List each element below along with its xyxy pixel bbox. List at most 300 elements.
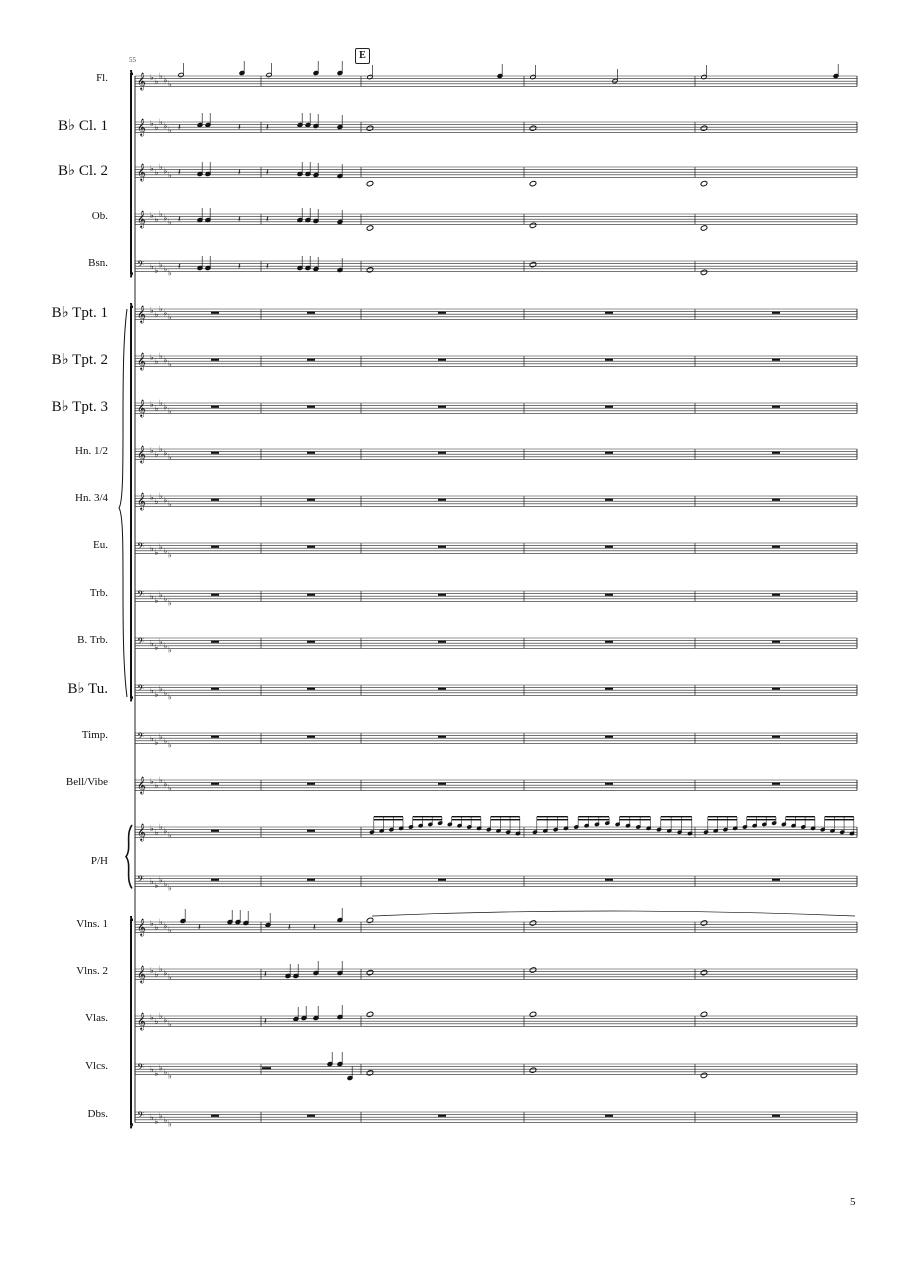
instrument-label: Dbs. xyxy=(87,1108,108,1120)
flat-icon: ♭ xyxy=(150,353,154,362)
instrument-label: Ob. xyxy=(91,210,108,222)
flat-icon: ♭ xyxy=(154,827,159,837)
staff xyxy=(135,823,857,841)
flat-icon: ♭ xyxy=(168,499,172,509)
whole-note xyxy=(366,225,374,231)
whole-rest-icon xyxy=(438,499,446,501)
bracket-icon xyxy=(131,916,133,1128)
flat-icon: ♭ xyxy=(159,162,163,172)
instrument-label: B♭ Tu. xyxy=(67,681,108,697)
flat-icon: ♭ xyxy=(163,826,168,836)
treble-clef-icon: 𝄞 xyxy=(137,492,146,510)
whole-rest-icon xyxy=(772,546,780,548)
whole-rest-icon xyxy=(307,594,315,596)
flat-icon: ♭ xyxy=(150,400,154,409)
whole-rest-icon xyxy=(605,359,613,361)
flat-icon: ♭ xyxy=(154,76,159,86)
flat-icon: ♭ xyxy=(159,209,163,219)
treble-clef-icon: 𝄞 xyxy=(137,965,146,983)
quarter-rest-icon: 𝄽 xyxy=(266,168,269,178)
staff xyxy=(135,731,857,749)
instrument-label: P/H xyxy=(90,855,108,867)
staff xyxy=(135,1012,857,1030)
beam xyxy=(374,816,403,817)
flat-icon: ♭ xyxy=(163,166,168,176)
flat-icon: ♭ xyxy=(154,737,159,747)
beam xyxy=(825,816,854,817)
flat-icon: ♭ xyxy=(159,260,163,270)
whole-rest-icon xyxy=(438,736,446,738)
whole-rest-icon xyxy=(605,783,613,785)
staff xyxy=(135,1110,857,1128)
flat-icon: ♭ xyxy=(168,452,172,462)
whole-rest-icon xyxy=(211,594,219,596)
page-number: 5 xyxy=(850,1196,856,1208)
beam xyxy=(578,819,609,820)
flat-icon: ♭ xyxy=(163,879,168,889)
quarter-rest-icon: 𝄽 xyxy=(264,970,267,980)
flat-icon: ♭ xyxy=(154,309,159,319)
whole-note xyxy=(529,1011,537,1017)
whole-rest-icon xyxy=(605,406,613,408)
flat-icon: ♭ xyxy=(150,1013,154,1022)
whole-rest-icon xyxy=(307,359,315,361)
whole-note xyxy=(529,125,537,131)
quarter-rest-icon: 𝄽 xyxy=(264,1017,267,1027)
beam xyxy=(578,816,609,817)
whole-rest-icon xyxy=(307,783,315,785)
beam xyxy=(537,816,568,817)
treble-clef-icon: 𝄞 xyxy=(137,163,146,181)
instrument-label: Vlas. xyxy=(85,1012,108,1024)
whole-rest-icon xyxy=(772,594,780,596)
flat-icon: ♭ xyxy=(154,922,159,932)
treble-clef-icon: 𝄞 xyxy=(137,399,146,417)
flat-icon: ♭ xyxy=(150,1112,154,1122)
whole-rest-icon xyxy=(605,736,613,738)
whole-note xyxy=(700,1072,708,1078)
flat-icon: ♭ xyxy=(168,217,172,227)
flat-icon: ♭ xyxy=(150,966,154,975)
flat-icon: ♭ xyxy=(150,591,154,601)
flat-icon: ♭ xyxy=(154,689,159,699)
whole-rest-icon xyxy=(211,736,219,738)
instrument-label: Vlcs. xyxy=(85,1060,108,1072)
bass-clef-icon: 𝄢 xyxy=(137,874,145,887)
flat-icon: ♭ xyxy=(159,1111,163,1121)
flat-icon: ♭ xyxy=(154,403,159,413)
flat-icon: ♭ xyxy=(159,822,163,832)
quarter-rest-icon: 𝄽 xyxy=(178,215,181,225)
whole-note xyxy=(700,125,708,131)
flat-icon: ♭ xyxy=(150,543,154,553)
beam xyxy=(825,819,854,820)
flat-icon: ♭ xyxy=(159,917,163,927)
whole-rest-icon xyxy=(211,830,219,832)
whole-rest-icon xyxy=(605,546,613,548)
staff xyxy=(135,399,857,417)
treble-clef-icon: 𝄞 xyxy=(137,72,146,90)
whole-note xyxy=(700,225,708,231)
beam xyxy=(537,819,568,820)
flat-icon: ♭ xyxy=(163,495,168,505)
whole-note xyxy=(366,267,374,273)
flat-icon: ♭ xyxy=(154,547,159,557)
whole-rest-icon xyxy=(438,1115,446,1117)
flat-icon: ♭ xyxy=(154,122,159,132)
flat-icon: ♭ xyxy=(163,921,168,931)
beam xyxy=(491,816,520,817)
flat-icon: ♭ xyxy=(150,73,154,82)
flat-icon: ♭ xyxy=(154,880,159,890)
whole-note xyxy=(366,1070,374,1076)
instrument-label: Bsn. xyxy=(88,257,108,269)
beam xyxy=(661,819,692,820)
instrument-label: Fl. xyxy=(96,72,108,84)
bass-clef-icon: 𝄢 xyxy=(137,589,145,602)
flat-icon: ♭ xyxy=(168,312,172,322)
whole-rest-icon xyxy=(307,688,315,690)
flat-icon: ♭ xyxy=(159,1063,163,1073)
whole-rest-icon xyxy=(605,499,613,501)
instrument-label: B. Trb. xyxy=(77,634,108,646)
whole-rest-icon xyxy=(211,783,219,785)
treble-clef-icon: 𝄞 xyxy=(137,776,146,794)
beam xyxy=(786,816,815,817)
whole-note xyxy=(700,269,708,275)
whole-note xyxy=(529,920,537,926)
flat-icon: ♭ xyxy=(150,638,154,648)
whole-rest-icon xyxy=(438,594,446,596)
flat-icon: ♭ xyxy=(150,306,154,315)
flat-icon: ♭ xyxy=(168,1019,172,1029)
whole-note xyxy=(529,1067,537,1073)
quarter-rest-icon: 𝄽 xyxy=(266,123,269,133)
flat-icon: ♭ xyxy=(163,121,168,131)
flat-icon: ♭ xyxy=(168,972,172,982)
staff xyxy=(135,541,857,559)
whole-note xyxy=(700,180,708,186)
whole-rest-icon xyxy=(605,879,613,881)
flat-icon: ♭ xyxy=(168,645,172,655)
flat-icon: ♭ xyxy=(163,968,168,978)
flat-icon: ♭ xyxy=(163,1067,168,1077)
staff xyxy=(135,874,857,892)
flat-icon: ♭ xyxy=(168,883,172,893)
flat-icon: ♭ xyxy=(163,75,168,85)
flat-icon: ♭ xyxy=(168,925,172,935)
flat-icon: ♭ xyxy=(168,598,172,608)
staff xyxy=(135,1062,857,1080)
flat-icon: ♭ xyxy=(159,304,163,314)
beam xyxy=(374,819,403,820)
whole-rest-icon xyxy=(438,406,446,408)
whole-rest-icon xyxy=(772,406,780,408)
staff xyxy=(135,589,857,607)
quarter-rest-icon: 𝄽 xyxy=(266,262,269,272)
flat-icon: ♭ xyxy=(168,783,172,793)
tie-line xyxy=(372,911,855,916)
flat-icon: ♭ xyxy=(168,170,172,180)
whole-note xyxy=(366,180,374,186)
treble-clef-icon: 𝄞 xyxy=(137,918,146,936)
whole-note xyxy=(529,261,537,267)
flat-icon: ♭ xyxy=(154,265,159,275)
flat-icon: ♭ xyxy=(150,685,154,695)
flat-icon: ♭ xyxy=(154,1068,159,1078)
quarter-rest-icon: 𝄽 xyxy=(238,168,241,178)
flat-icon: ♭ xyxy=(163,402,168,412)
flat-icon: ♭ xyxy=(154,356,159,366)
flat-icon: ♭ xyxy=(168,1071,172,1081)
flat-icon: ♭ xyxy=(168,692,172,702)
whole-note xyxy=(366,969,374,975)
flat-icon: ♭ xyxy=(154,969,159,979)
whole-rest-icon xyxy=(772,452,780,454)
whole-rest-icon xyxy=(438,452,446,454)
whole-rest-icon xyxy=(772,783,780,785)
whole-rest-icon xyxy=(211,312,219,314)
flat-icon: ♭ xyxy=(168,125,172,135)
quarter-rest-icon: 𝄽 xyxy=(178,168,181,178)
whole-rest-icon xyxy=(605,641,613,643)
whole-rest-icon xyxy=(605,452,613,454)
flat-icon: ♭ xyxy=(163,688,168,698)
staff xyxy=(135,352,857,370)
flat-icon: ♭ xyxy=(163,736,168,746)
flat-icon: ♭ xyxy=(159,444,163,454)
instrument-label: Hn. 3/4 xyxy=(75,492,108,504)
quarter-rest-icon: 𝄽 xyxy=(266,215,269,225)
flat-icon: ♭ xyxy=(163,1015,168,1025)
beam xyxy=(413,816,442,817)
staff xyxy=(135,636,857,654)
half-rest-icon xyxy=(262,1067,271,1069)
flat-icon: ♭ xyxy=(150,876,154,886)
instrument-label: Vlns. 2 xyxy=(76,965,108,977)
beam xyxy=(708,816,737,817)
flat-icon: ♭ xyxy=(150,446,154,455)
treble-clef-icon: 𝄞 xyxy=(137,445,146,463)
whole-note xyxy=(700,920,708,926)
bass-clef-icon: 𝄢 xyxy=(137,541,145,554)
bass-clef-icon: 𝄢 xyxy=(137,636,145,649)
flat-icon: ♭ xyxy=(168,268,172,278)
instrument-label: Bell/Vibe xyxy=(65,776,108,788)
whole-rest-icon xyxy=(438,879,446,881)
whole-rest-icon xyxy=(307,736,315,738)
whole-rest-icon xyxy=(307,546,315,548)
whole-rest-icon xyxy=(438,359,446,361)
quarter-rest-icon: 𝄽 xyxy=(288,923,291,933)
flat-icon: ♭ xyxy=(163,1115,168,1125)
whole-rest-icon xyxy=(772,736,780,738)
quarter-rest-icon: 𝄽 xyxy=(178,262,181,272)
flat-icon: ♭ xyxy=(159,398,163,408)
whole-rest-icon xyxy=(438,688,446,690)
flat-icon: ♭ xyxy=(150,777,154,786)
flat-icon: ♭ xyxy=(150,211,154,220)
whole-rest-icon xyxy=(605,594,613,596)
instrument-label: Hn. 1/2 xyxy=(75,445,108,457)
instrument-label: B♭ Tpt. 3 xyxy=(51,399,108,415)
whole-rest-icon xyxy=(211,406,219,408)
flat-icon: ♭ xyxy=(168,740,172,750)
whole-rest-icon xyxy=(307,452,315,454)
whole-rest-icon xyxy=(438,783,446,785)
treble-clef-icon: 𝄞 xyxy=(137,352,146,370)
treble-clef-icon: 𝄞 xyxy=(137,305,146,323)
flat-icon: ♭ xyxy=(163,641,168,651)
whole-rest-icon xyxy=(307,879,315,881)
flat-icon: ♭ xyxy=(150,1064,154,1074)
whole-rest-icon xyxy=(211,452,219,454)
whole-note xyxy=(529,967,537,973)
flat-icon: ♭ xyxy=(159,775,163,785)
rehearsal-mark: E xyxy=(355,48,370,64)
flat-icon: ♭ xyxy=(168,1119,172,1129)
staff xyxy=(135,776,857,794)
flat-icon: ♭ xyxy=(163,448,168,458)
whole-rest-icon xyxy=(211,359,219,361)
whole-rest-icon xyxy=(307,312,315,314)
treble-clef-icon: 𝄞 xyxy=(137,1012,146,1030)
whole-rest-icon xyxy=(605,1115,613,1117)
beam xyxy=(708,819,737,820)
flat-icon: ♭ xyxy=(150,261,154,271)
flat-icon: ♭ xyxy=(168,550,172,560)
staff xyxy=(135,118,857,136)
quarter-rest-icon: 𝄽 xyxy=(178,123,181,133)
flat-icon: ♭ xyxy=(163,546,168,556)
quarter-rest-icon: 𝄽 xyxy=(198,923,201,933)
beam xyxy=(786,819,815,820)
whole-note xyxy=(700,969,708,975)
flat-icon: ♭ xyxy=(159,542,163,552)
staff xyxy=(135,445,857,463)
flat-icon: ♭ xyxy=(163,308,168,318)
bass-clef-icon: 𝄢 xyxy=(137,1062,145,1075)
bass-clef-icon: 𝄢 xyxy=(137,731,145,744)
whole-rest-icon xyxy=(438,546,446,548)
beam xyxy=(452,819,481,820)
whole-rest-icon xyxy=(211,688,219,690)
flat-icon: ♭ xyxy=(150,733,154,743)
instrument-label: B♭ Tpt. 2 xyxy=(51,352,108,368)
whole-rest-icon xyxy=(772,641,780,643)
whole-rest-icon xyxy=(307,641,315,643)
bracket-icon xyxy=(131,70,133,277)
whole-note xyxy=(529,180,537,186)
flat-icon: ♭ xyxy=(159,684,163,694)
measure-number: 55 xyxy=(129,56,136,64)
whole-rest-icon xyxy=(605,688,613,690)
whole-note xyxy=(700,1011,708,1017)
flat-icon: ♭ xyxy=(163,594,168,604)
flat-icon: ♭ xyxy=(163,355,168,365)
staff xyxy=(135,492,857,510)
flat-icon: ♭ xyxy=(154,496,159,506)
flat-icon: ♭ xyxy=(168,406,172,416)
instrument-label: B♭ Tpt. 1 xyxy=(51,305,108,321)
flat-icon: ♭ xyxy=(168,359,172,369)
whole-note xyxy=(366,125,374,131)
quarter-rest-icon: 𝄽 xyxy=(238,123,241,133)
whole-rest-icon xyxy=(772,359,780,361)
whole-rest-icon xyxy=(772,312,780,314)
flat-icon: ♭ xyxy=(154,642,159,652)
whole-rest-icon xyxy=(211,1115,219,1117)
beam xyxy=(452,816,481,817)
flat-icon: ♭ xyxy=(159,875,163,885)
whole-rest-icon xyxy=(772,1115,780,1117)
whole-note xyxy=(366,1011,374,1017)
whole-rest-icon xyxy=(438,312,446,314)
staff xyxy=(135,683,857,701)
whole-rest-icon xyxy=(211,546,219,548)
flat-icon: ♭ xyxy=(168,830,172,840)
whole-rest-icon xyxy=(438,641,446,643)
flat-icon: ♭ xyxy=(163,264,168,274)
flat-icon: ♭ xyxy=(163,213,168,223)
staff xyxy=(135,918,857,936)
flat-icon: ♭ xyxy=(154,1116,159,1126)
whole-rest-icon xyxy=(307,830,315,832)
flat-icon: ♭ xyxy=(150,119,154,128)
flat-icon: ♭ xyxy=(159,71,163,81)
whole-rest-icon xyxy=(211,499,219,501)
instrument-label: Timp. xyxy=(81,729,108,741)
quarter-rest-icon: 𝄽 xyxy=(313,923,316,933)
treble-clef-icon: 𝄞 xyxy=(137,118,146,136)
staff xyxy=(135,259,857,277)
staff xyxy=(135,163,857,181)
staff xyxy=(135,210,857,228)
instrument-label: B♭ Cl. 1 xyxy=(57,118,108,134)
flat-icon: ♭ xyxy=(150,493,154,502)
staff xyxy=(135,965,857,983)
whole-note xyxy=(529,222,537,228)
beam xyxy=(619,819,650,820)
flat-icon: ♭ xyxy=(154,595,159,605)
bass-clef-icon: 𝄢 xyxy=(137,683,145,696)
bracket-icon xyxy=(131,303,133,701)
whole-rest-icon xyxy=(307,499,315,501)
flat-icon: ♭ xyxy=(150,824,154,833)
whole-rest-icon xyxy=(772,879,780,881)
flat-icon: ♭ xyxy=(168,79,172,89)
whole-note xyxy=(366,917,374,923)
instrument-label: B♭ Cl. 2 xyxy=(57,163,108,179)
whole-rest-icon xyxy=(605,312,613,314)
flat-icon: ♭ xyxy=(159,491,163,501)
whole-rest-icon xyxy=(307,1115,315,1117)
staff xyxy=(135,305,857,323)
flat-icon: ♭ xyxy=(163,779,168,789)
treble-clef-icon: 𝄞 xyxy=(137,210,146,228)
flat-icon: ♭ xyxy=(154,1016,159,1026)
whole-rest-icon xyxy=(211,879,219,881)
flat-icon: ♭ xyxy=(159,590,163,600)
flat-icon: ♭ xyxy=(150,164,154,173)
flat-icon: ♭ xyxy=(154,780,159,790)
flat-icon: ♭ xyxy=(159,1011,163,1021)
flat-icon: ♭ xyxy=(154,167,159,177)
flat-icon: ♭ xyxy=(159,964,163,974)
flat-icon: ♭ xyxy=(159,732,163,742)
treble-clef-icon: 𝄞 xyxy=(137,823,146,841)
beam xyxy=(661,816,692,817)
